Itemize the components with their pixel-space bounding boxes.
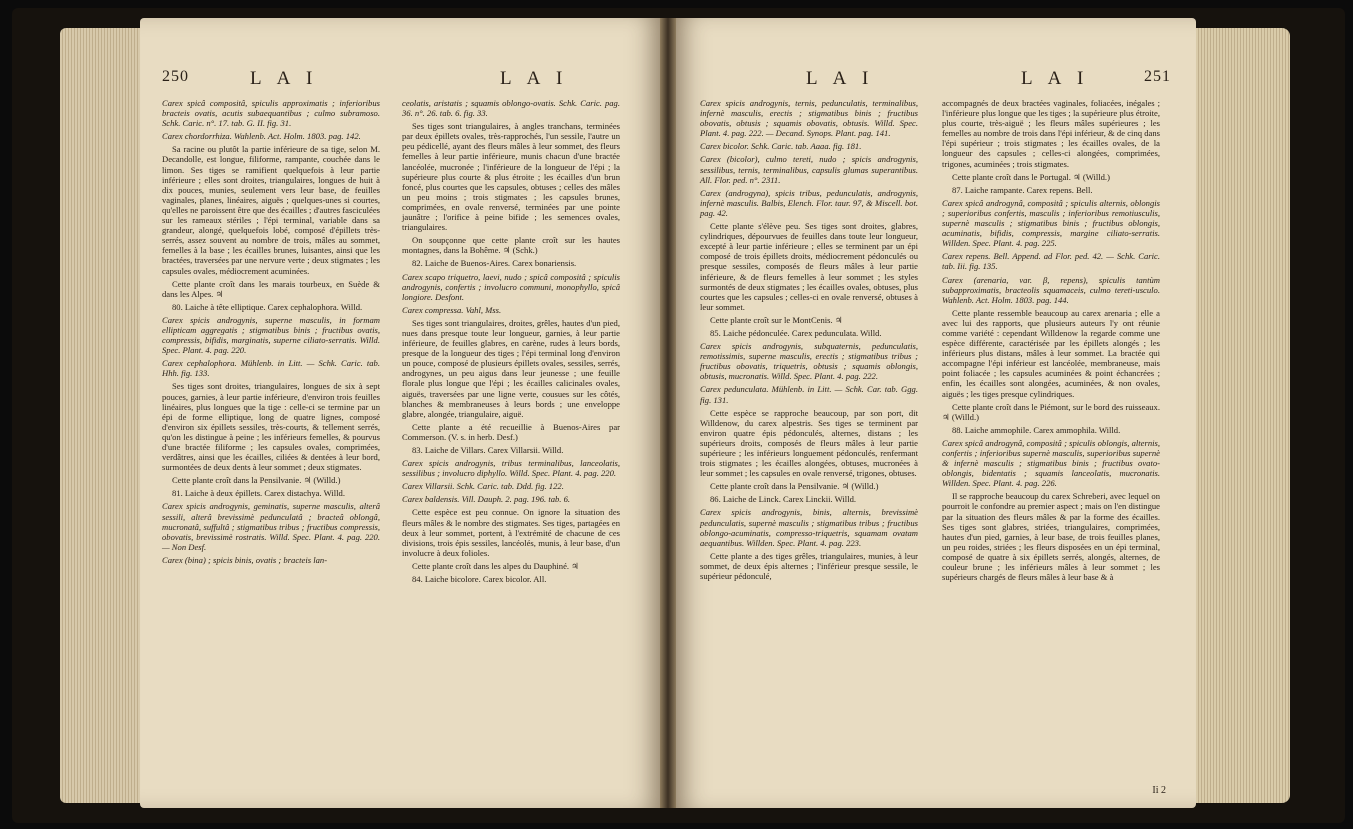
paragraph: Carex (bicolor), culmo tereti, nudo ; spicis androgynis, sessilibus, ternis, terminalibus, capsulis glumas superantibus. All. Flor. ped. n°. 2311. — [700, 154, 918, 185]
right-page-header — [676, 68, 1196, 98]
paragraph: Carex spicis androgynis, subquaternis, pedunculatis, remotissimis, superne masculis, erectis ; stigmatibus tribus ; fructibus obovatis, triquetris, obtusis ; squamis oblongis, obtusis, mucronatis. Willd. Spec. Plant. 4. pag. 222. — [700, 341, 918, 382]
paragraph: Carex bicolor. Schk. Caric. tab. Aaaa. fig. 181. — [700, 141, 862, 152]
species-heading: 80. Laiche à tête elliptique. Carex cephalophora. Willd. — [172, 301, 363, 312]
page-number: 250 — [162, 68, 189, 85]
left-page-header — [140, 68, 660, 98]
paragraph: Cette plante croît dans la Pensilvanie. ♃ (Willd.) — [172, 475, 341, 486]
species-heading: 81. Laiche à deux épillets. Carex distachya. Willd. — [172, 488, 345, 499]
paragraph: Cette espèce est peu connue. On ignore la situation des fleurs mâles & le nombre des stigmates. Ses tiges, partagées en deux à leur sommet, portent, à l'extrémité de chacune de ces divisions, trois épis sessiles, lancéolés, munis, à leur base, d'un involucre à deux folioles. — [402, 507, 620, 558]
paragraph: Cette plante croît sur le MontCenis. ♃ — [710, 314, 843, 325]
paragraph: Cette plante croît dans le Portugal. ♃ (Willd.) — [952, 171, 1110, 182]
species-heading: 82. Laiche de Buenos-Aires. Carex bonariensis. — [412, 258, 577, 269]
left-page — [140, 18, 660, 808]
left-column-2 — [402, 98, 620, 587]
paragraph: ceolatis, aristatis ; squamis oblongo-ovatis. Schk. Caric. pag. 36. n°. 26. tab. 6. fig. 33. — [402, 98, 620, 119]
running-head: L A I — [806, 68, 875, 89]
paragraph: Cette plante ressemble beaucoup au carex arenaria ; elle a avec lui des rapports, que plusieurs auteurs l'y ont réunie comme variété : cependant Willdenow la regarde comme une espèce différente, caractérisée par les épillets alongés ; les inférieurs plus distans, mâles à leur sommet. La bractée qui accompagne l'épi inférieur est lancéolée, membraneuse, mais point foliacée ; les capsules acuminées & point échancrées ; enfin, les écailles sont alongées, acuminées, & non ovales, aiguës ; les tiges presque cylindriques. — [942, 307, 1160, 399]
paragraph: Carex (androgyna), spicis tribus, pedunculatis, androgynis, infernè masculis. Balbis, Elench. Flor. taur. 97, & Miscell. bot. pag. 42. — [700, 187, 918, 218]
paragraph: Cette plante croît dans les alpes du Dauphiné. ♃ — [412, 560, 579, 571]
paragraph: Carex Villarsii. Schk. Caric. tab. Ddd. fig. 122. — [402, 481, 564, 492]
paragraph: Cette plante s'élève peu. Ses tiges sont droites, glabres, cylindriques, dépourvues de feuilles dans toute leur longueur, excepté à leur partie inférieure ; elles se terminent par un épi composé de trois épillets droits, médiocrement pédonculés ou presque sessiles, composés de fleurs mâles à leur partie inférieure, & de fleurs femelles à leur sommet ; les styles surmontés de deux stigmates ; les écailles ovales, obtuses, plus courtes que les capsules ; celles-ci en ovale renversé, obtuses à leur sommet. — [700, 221, 918, 312]
paragraph: Carex cephalophora. Mühlenb. in Litt. — Schk. Caric. tab. Hhh. fig. 133. — [162, 358, 380, 379]
page-edges-left — [60, 28, 144, 803]
paragraph: Carex spicis androgynis, geminatis, superne masculis, alterâ sessili, alterâ brevissimè pedunculatâ ; bracteâ oblongâ, mucronatâ, suffultâ ; stigmatibus tribus ; fructibus compressis, obovatis, brevissimè rostratis. Willd. Spec. Plant. 4. pag. 220. — Non Desf. — [162, 501, 380, 552]
book-gutter — [660, 18, 676, 808]
paragraph: Carex repens. Bell. Append. ad Flor. ped. 42. — Schk. Caric. tab. Iii. fig. 135. — [942, 251, 1160, 272]
signature-mark: Ii 2 — [1152, 785, 1166, 796]
right-column-1 — [700, 98, 918, 584]
paragraph: Carex spicâ compositâ, spiculis approximatis ; inferioribus bracteis ovatis, acutis subaequantibus ; culmo subramoso. Schk. Caric. n°. 17. tab. G. II. fig. 31. — [162, 98, 380, 129]
paragraph: Carex compressa. Vahl, Mss. — [402, 304, 502, 315]
paragraph: accompagnés de deux bractées vaginales, foliacées, inégales ; l'inférieure plus longue que les tiges ; la supérieure plus étroite, plus courte, très-aiguë ; les fleurs mâles supérieures ; les femelles au nombre de trois dans l'épi inférieur, & de cinq dans l'épi supérieur ; trois stigmates ; les écailles ovales, de la longueur des capsules ; celles-ci alongées, comprimées, trigones, acuminées ; trois stigmates. — [942, 98, 1160, 169]
paragraph: Cette plante a été recueillie à Buenos-Aires par Commerson. (V. s. in herb. Desf.) — [402, 421, 620, 442]
paragraph: Carex (arenaria, var. β, repens), spiculis tantùm subapproximatis, bracteolis squamaceis, culmo tereti-usculo. Wahlenb. Act. Holm. 1803. pag. 144. — [942, 274, 1160, 305]
species-heading: 87. Laiche rampante. Carex repens. Bell. — [952, 184, 1093, 195]
species-heading: 85. Laiche pédonculée. Carex pedunculata. Willd. — [710, 327, 882, 338]
paragraph: Il se rapproche beaucoup du carex Schreberi, avec lequel on pourroit le confondre au premier aspect ; mais on l'en distingue par la situation des fleurs mâles & par la forme des écailles. Ses tiges sont glabres, striées, triangulaires, comprimées, hautes d'un pied, garnies, à leur base, de trois feuilles planes, un peu roides, striées ; les fleurs disposées en un épi terminal, composé de quatre à six épillets serrés, alongés, alternes, de couleur brune ; les inférieurs mâles à leur sommet ; les supérieurs chargés de fleurs mâles à leur base & à — [942, 491, 1160, 583]
paragraph: Cette plante croît dans la Pensilvanie. ♃ (Willd.) — [710, 481, 879, 492]
left-column-1 — [162, 98, 380, 568]
paragraph: Carex chordorrhiza. Wahlenb. Act. Holm. 1803. pag. 142. — [162, 131, 361, 142]
species-heading: 84. Laiche bicolore. Carex bicolor. All. — [412, 574, 547, 585]
species-heading: 83. Laiche de Villars. Carex Villarsii. Willd. — [412, 445, 564, 455]
species-heading: 86. Laiche de Linck. Carex Linckii. Willd. — [710, 494, 857, 505]
right-column-2 — [942, 98, 1160, 585]
page-number: 251 — [1144, 68, 1171, 85]
paragraph: Cette plante croît dans le Piémont, sur le bord des ruisseaux. ♃ (Willd.) — [942, 401, 1160, 422]
paragraph: Ses tiges sont triangulaires, droites, grêles, hautes d'un pied, nues dans presque toute leur longueur, garnies, à leur partie inférieure, de feuilles glabres, en carène, rudes à leurs bords, presque de la longueur des tiges ; l'épi terminal long d'environ un pouce, composé de plusieurs épillets ovales, sessiles, serrés, androgynes, un peu aigus dans leur jeunesse ; une feuille florale plus longue que l'épi ; les écailles calicinales ovales, aiguës, traversées par une ligne verte, cousues sur les côtés, blanches & membraneuses à leurs bords ; une enveloppe glabre, alongée, triangulaire, aiguë. — [402, 317, 620, 419]
paragraph: Carex spicâ androgynâ, compositâ ; spiculis oblongis, alternis, confertis ; inferioribus supernè masculis, superioribus supernè & infernè masculis ; stigmatibus binis ; fructibus ovato-oblongis, bidentatis ; squamis lanceolatis, mucronatis. Willden. Spec. Plant. 4. pag. 226. — [942, 437, 1160, 489]
page-edges-right — [1192, 28, 1290, 803]
paragraph: On soupçonne que cette plante croît sur les hautes montagnes, dans la Bohême. ♃ (Schk.) — [402, 235, 620, 256]
running-head: L A I — [500, 68, 569, 89]
paragraph: Carex spicis androgynis, ternis, pedunculatis, terminalibus, infernè masculis, erectis ; stigmatibus binis ; fructibus obovatis, obtusis ; squamis obovatis, obtusis. Willd. Spec. Plant. 4. pag. 222. — Decand. Synops. Plant. pag. 141. — [700, 98, 918, 139]
paragraph: Carex pedunculata. Mühlenb. in Litt. — Schk. Car. tab. Ggg. fig. 131. — [700, 384, 918, 405]
paragraph: Ses tiges sont triangulaires, à angles tranchans, terminées par deux épillets ovales, très-rapprochés, l'un sessile, l'autre un peu pédicellé, ayant des fleurs mâles à leur sommet, des fleurs femelles à leur partie inférieure, munis chacun d'une bractée lancéolée, mucronée ; l'inférieure de la longueur de l'épi ; la supérieure plus courte & plus étroite ; les écailles d'un brun foncé, plus courtes que les capsules, obtuses ; celles des mâles un peu moins ; trois stigmates ; les capsules brunes, comprimées, en ovale renversé, terminées par une pointe jaunâtre ; l'orifice à peine bifide ; les semences ovales, triangulaires. — [402, 121, 620, 233]
paragraph: Carex scapo triquetro, laevi, nudo ; spicâ compositâ ; spiculis androgynis, confertis ; involucro communi, monophyllo, spicâ longiore. Desfont. — [402, 271, 620, 302]
paragraph: Carex spicis androgynis, binis, alternis, brevissimè pedunculatis, supernè masculis ; stigmatibus tribus ; fructibus oblongo-acuminatis, compresso-triquetris, squamam ovatam aequantibus. Willden. Spec. Plant. 4. pag. 223. — [700, 507, 918, 548]
running-head: L A I — [250, 68, 319, 89]
paragraph: Carex spicis androgynis, superne masculis, in formam ellipticam aggregatis ; stigmatibus binis ; fructibus ovatis, compressis, bifidis, marginatis, superne ciliato-serratis. Willd. Spec. Plant. 4. pag. 220. — [162, 314, 380, 356]
paragraph: Carex spicis androgynis, tribus terminalibus, lanceolatis, sessilibus ; involucro diphyllo. Willd. Spec. Plant. 4. pag. 220. — [402, 458, 620, 479]
paragraph: Carex spicâ androgynâ, compositâ ; spiculis alternis, oblongis ; superioribus confertis, masculis ; inferioribus remotiusculis, supernè masculis ; stigmatibus binis ; fructibus oblongis, acuminatis, bifidis, compressis, margine ciliato-serratis. Willden. Spec. Plant. 4. pag. 225. — [942, 197, 1160, 249]
paragraph: Carex baldensis. Vill. Dauph. 2. pag. 196. tab. 6. — [402, 494, 571, 505]
running-head: L A I — [1021, 68, 1090, 89]
paragraph: Cette espèce se rapproche beaucoup, par son port, dit Willdenow, du carex alpestris. Ses tiges se terminent par environ quatre épis pédonculés, alternes, distans ; les supérieurs droits, composés de fleurs mâles à leur partie supérieure ; les inférieurs longuement pédonculés, renfermant trois stigmates ; les écailles alongées, obtuses, mucronées à leur sommet ; les capsules en ovale renversé, trigones, obtuses. — [700, 407, 918, 479]
paragraph: Ses tiges sont droites, triangulaires, longues de six à sept pouces, garnies, à leur partie inférieure, d'environ trois feuilles linéaires, plus longues que la tige : celle-ci se termine par un épi de forme elliptique, long de quatre lignes, composé d'environ six épillets sessiles, très-courts, & tellement serrés, qu'on les distingue à peine ; les inférieurs femelles, & pourvus d'une bractée filiforme ; les capsules ovales, comprimées, verdâtres, ainsi que les écailles, ciliées & dentées à leur bord, surmontées de deux dents à leur sommet ; deux stigmates. — [162, 381, 380, 473]
species-heading: 88. Laiche ammophile. Carex ammophila. Willd. — [952, 424, 1121, 435]
paragraph: Cette plante a des tiges grêles, triangulaires, munies, à leur sommet, de deux épis alternes ; l'inférieur presque sessile, le supérieur pédonculé, — [700, 550, 918, 582]
right-page — [676, 18, 1196, 808]
paragraph: Carex (bina) ; spicis binis, ovatis ; bracteis lan- — [162, 554, 328, 565]
paragraph: Cette plante croît dans les marais tourbeux, en Suède & dans les Alpes. ♃ — [162, 278, 380, 299]
paragraph: Sa racine ou plutôt la partie inférieure de sa tige, selon M. Decandolle, est longue, filiforme, rampante, couchée dans le limon. Ses tiges se ramifient quelquefois à leur partie inférieure ; elles sont droites, triangulaires, longues de huit à dix pouces, munies, seulement vers leur base, de feuilles vaginales, planes, linéaires, aiguës ; quelques-unes si courtes, qu'elles ne paroissent être que des écailles ; d'autres fasciculées sur les rameaux stériles ; l'épi terminal, variable dans sa grandeur, alongé, quelquefois lobé, composé d'épillets très-serrés, assez souvent au nombre de trois, mâles au sommet, femelles à la base ; les écailles brunes, luisantes, ainsi que les bractées, traversées par une nervure verte ; deux stigmates ; les capsules ovales, médiocrement acuminées. — [162, 144, 380, 276]
